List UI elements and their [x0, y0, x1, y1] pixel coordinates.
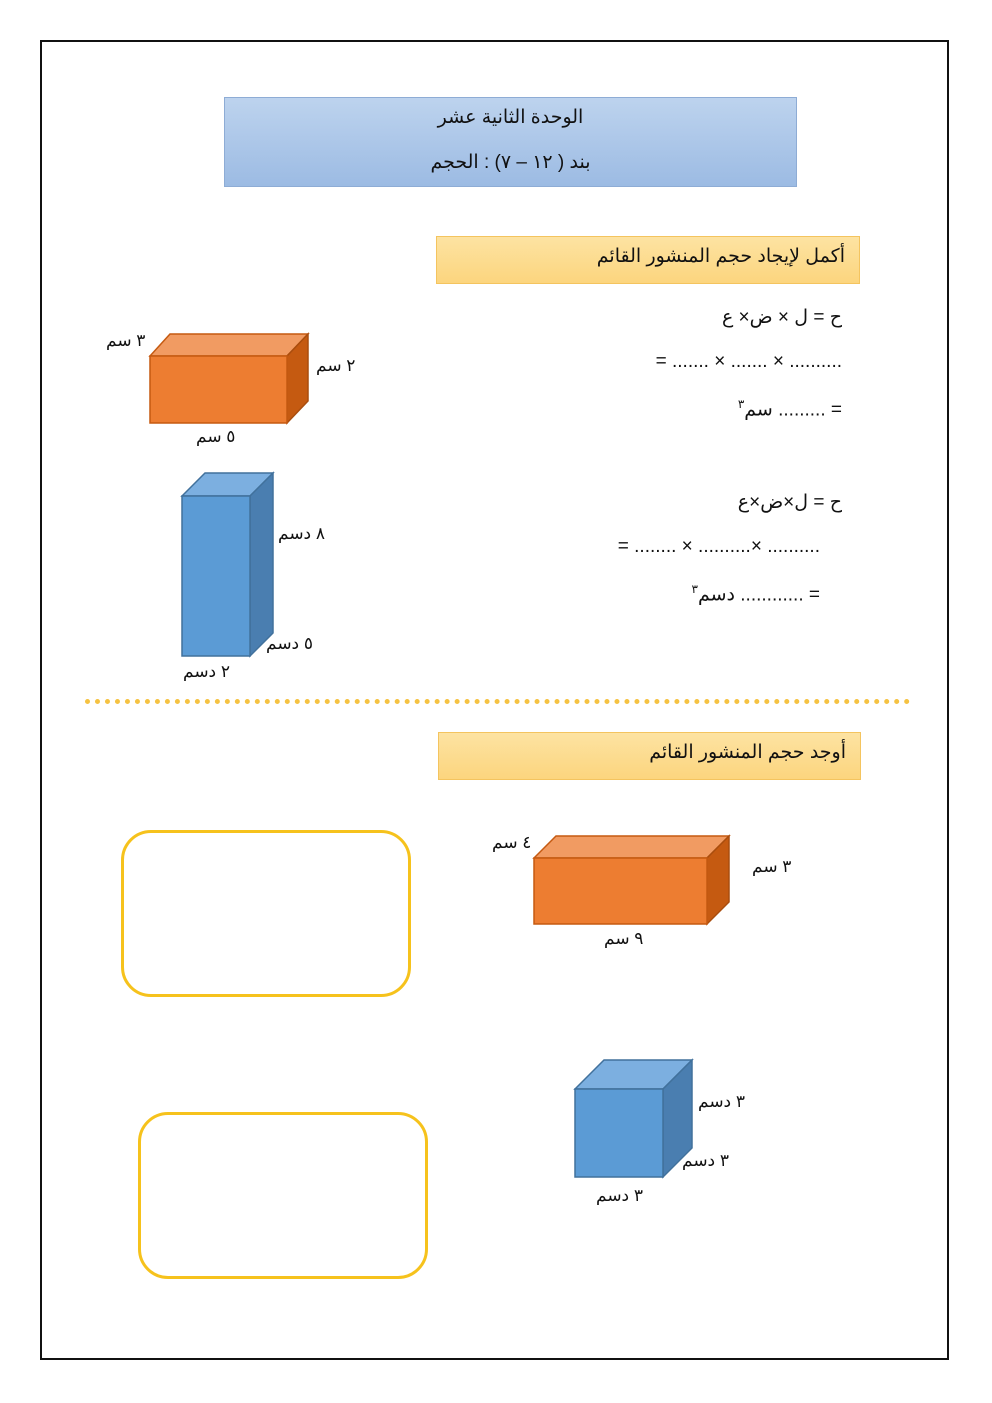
shape2-formula: ح = ل×ض×ع [737, 492, 842, 513]
shape3-depth-label: ٤ سم [492, 833, 532, 852]
shape2-depth-label: ٥ دسم [266, 634, 313, 653]
shape4-depth-label: ٣ دسم [682, 1151, 729, 1170]
shape2-width-label: ٢ دسم [183, 662, 230, 681]
blue-cube [0, 0, 1, 1]
unit-title: الوحدة الثانية عشر [437, 107, 584, 128]
section2-instruction: أوجد حجم المنشور القائم [438, 732, 861, 780]
shape1-depth-label: ٣ سم [106, 331, 146, 350]
shape3-length-label: ٩ سم [604, 929, 644, 948]
shape4-width-label: ٣ دسم [596, 1186, 643, 1205]
shape2-step2: = ............ دسم$^٣$ [691, 582, 820, 606]
shape1-step2: = ......... سم$^٣$ [737, 397, 842, 421]
shape2-height-label: ٨ دسم [278, 524, 325, 543]
answer-box-1[interactable] [121, 830, 411, 997]
shape4-height-label: ٣ دسم [698, 1092, 745, 1111]
section-divider [85, 699, 910, 704]
shape1-height-label: ٢ سم [316, 356, 356, 375]
shape3-height-label: ٣ سم [752, 857, 792, 876]
answer-box-2[interactable] [138, 1112, 428, 1279]
shape1-step1: = ....... × ....... × .......... [655, 351, 842, 372]
unit-title-box [224, 97, 797, 187]
section1-instruction: أكمل لإيجاد حجم المنشور القائم [436, 236, 860, 284]
lesson-title: بند ( ١٢ – ٧) : الحجم [430, 152, 591, 173]
shape1-length-label: ٥ سم [196, 427, 236, 446]
shape1-formula: ح = ل × ض× ع [721, 307, 842, 328]
shape2-step1: = ........ × ..........× .......... [617, 536, 820, 557]
